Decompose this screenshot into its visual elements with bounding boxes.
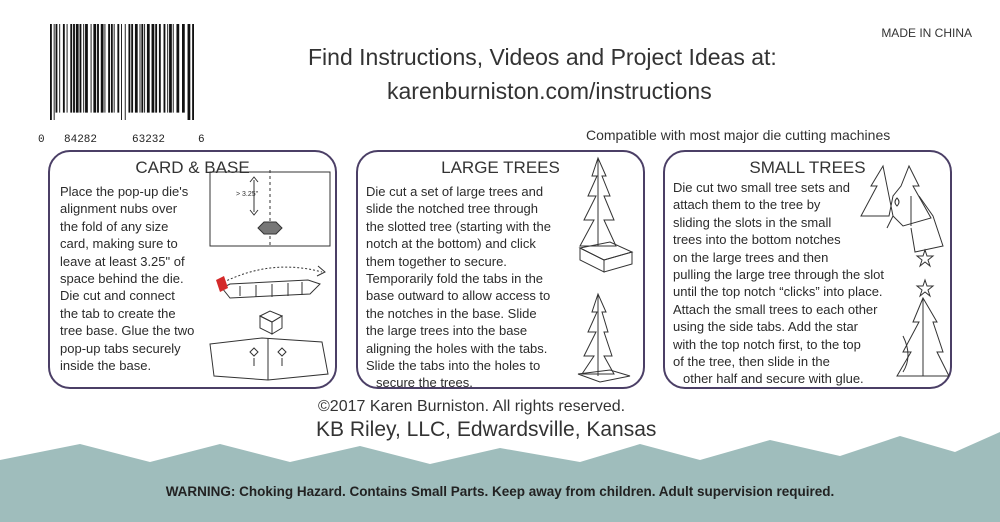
small-trees-line: sliding the slots in the small xyxy=(673,214,832,230)
find-instructions-heading: Find Instructions, Videos and Project Ideas at: xyxy=(308,44,777,70)
barcode-digits-3: 63232 xyxy=(132,134,166,146)
large-trees-line: Slide the tabs into the holes to xyxy=(366,358,541,374)
barcode-bar xyxy=(155,24,157,113)
barcode-bar xyxy=(104,24,105,113)
barcode-digits-2: 84282 xyxy=(64,134,98,146)
card-base-line: Die cut and connect xyxy=(60,288,175,304)
barcode-bar xyxy=(176,24,179,113)
barcode-bar xyxy=(182,24,185,113)
large-trees-line: the slotted tree (starting with the xyxy=(366,218,551,234)
large-trees-line: secure the trees. xyxy=(376,375,473,391)
large-trees-line: Temporarily fold the tabs in the xyxy=(366,271,544,287)
large-trees-panel xyxy=(356,150,645,389)
barcode-bar xyxy=(131,24,133,113)
barcode-bar xyxy=(70,24,72,113)
large-trees-title: LARGE TREES xyxy=(441,158,560,177)
card-base-line: card, making sure to xyxy=(60,236,178,252)
small-trees-line: of the tree, then slide in the xyxy=(673,354,830,370)
large-trees-line: them together to secure. xyxy=(366,253,507,269)
small-trees-illustration xyxy=(853,156,949,384)
card-base-illustration xyxy=(200,166,335,384)
small-trees-line: Attach the small trees to each other xyxy=(673,301,878,317)
barcode-bar xyxy=(108,24,110,113)
barcode-bar xyxy=(76,24,79,113)
large-trees-line: the large trees into the base xyxy=(366,323,528,339)
barcode-bar xyxy=(141,24,143,113)
card-base-line: the tab to create the xyxy=(60,305,176,321)
barcode-bar xyxy=(144,24,145,113)
small-trees-line: until the top notch “clicks” into place. xyxy=(673,284,883,300)
barcode-bar xyxy=(50,24,52,120)
made-in-label: MADE IN CHINA xyxy=(881,26,972,40)
barcode-bar xyxy=(63,24,65,113)
barcode-bar xyxy=(121,24,122,120)
card-base-title: CARD & BASE xyxy=(135,158,250,177)
card-base-line: the fold of any size xyxy=(60,218,169,234)
barcode-digit-1: 0 xyxy=(38,134,45,146)
barcode-bar xyxy=(85,24,88,113)
large-trees-line: base outward to allow access to xyxy=(366,288,551,304)
card-base-text xyxy=(60,183,210,374)
barcode-bar xyxy=(147,24,150,113)
instructions-url: karenburniston.com/instructions xyxy=(387,78,712,104)
large-trees-line: notch at the bottom) and click xyxy=(366,236,536,252)
barcode-bar xyxy=(97,24,99,113)
barcode-bar xyxy=(114,24,115,113)
small-trees-line: using the side tabs. Add the star xyxy=(673,319,859,335)
barcode-bar xyxy=(54,24,55,120)
small-trees-line: attach them to the tree by xyxy=(673,197,821,213)
small-trees-panel xyxy=(663,150,952,389)
barcode-bar xyxy=(67,24,68,113)
barcode-bar xyxy=(101,24,104,113)
card-base-line: Place the pop-up die's xyxy=(60,184,189,199)
barcode-bar xyxy=(128,24,130,113)
card-base-panel xyxy=(48,150,337,389)
large-trees-line: the notches in the base. Slide xyxy=(366,305,537,321)
barcode-bar xyxy=(159,24,161,113)
barcode-bar xyxy=(117,24,119,113)
barcode-bar xyxy=(93,24,96,113)
barcode-bar xyxy=(140,24,141,113)
barcode-bar xyxy=(59,24,60,113)
small-trees-title: SMALL TREES xyxy=(749,158,866,177)
card-base-line: space behind the die. xyxy=(60,271,184,287)
barcode-bar xyxy=(135,24,138,113)
barcode-bar xyxy=(169,24,172,113)
barcode-bar xyxy=(173,24,174,113)
card-base-line: alignment nubs over xyxy=(60,201,178,217)
choking-hazard-warning: WARNING: Choking Hazard. Contains Small Parts. Keep away from children. Adult supervision required. xyxy=(165,484,835,499)
card-base-line: pop-up tabs securely xyxy=(60,340,181,356)
dimension-label: > 3.25" xyxy=(236,191,259,198)
barcode-bar xyxy=(111,24,113,113)
barcode-bar xyxy=(73,24,75,113)
large-trees-line: aligning the holes with the tabs. xyxy=(366,340,548,356)
large-trees-line: Die cut a set of large trees and xyxy=(366,184,544,199)
barcode-bar xyxy=(91,24,92,113)
compatibility-note: Compatible with most major die cutting machines xyxy=(586,127,891,143)
copyright-notice: ©2017 Karen Burniston. All rights reserved. xyxy=(318,398,626,415)
barcode-digit-4: 6 xyxy=(198,134,205,146)
small-trees-line: pulling the large tree through the slot xyxy=(673,267,885,283)
card-base-line: inside the base. xyxy=(60,358,152,374)
small-trees-line: with the top notch first, to the top xyxy=(673,336,861,352)
large-trees-illustration xyxy=(570,156,642,384)
large-trees-line: slide the notched tree through xyxy=(366,201,539,217)
card-base-line: tree base. Glue the two xyxy=(60,323,195,339)
barcode-bar xyxy=(188,24,191,120)
small-trees-line: Die cut two small tree sets and xyxy=(673,180,851,195)
barcode-bar xyxy=(152,24,155,113)
barcode-bar xyxy=(167,24,168,113)
card-base-line: leave at least 3.25" of xyxy=(60,253,185,269)
small-trees-line: trees into the bottom notches xyxy=(673,232,841,248)
barcode-bar xyxy=(192,24,194,120)
large-trees-text xyxy=(366,183,581,392)
barcode-bar xyxy=(80,24,82,113)
small-trees-line: on the large trees and then xyxy=(673,249,829,265)
barcode-bar xyxy=(56,24,58,113)
barcode-bar xyxy=(83,24,84,113)
barcode-bar xyxy=(125,24,126,120)
small-trees-line: other half and secure with glue. xyxy=(683,371,864,387)
barcode-bar xyxy=(164,24,166,113)
company-name: KB Riley, LLC, Edwardsville, Kansas xyxy=(316,418,657,441)
barcode xyxy=(38,24,206,146)
